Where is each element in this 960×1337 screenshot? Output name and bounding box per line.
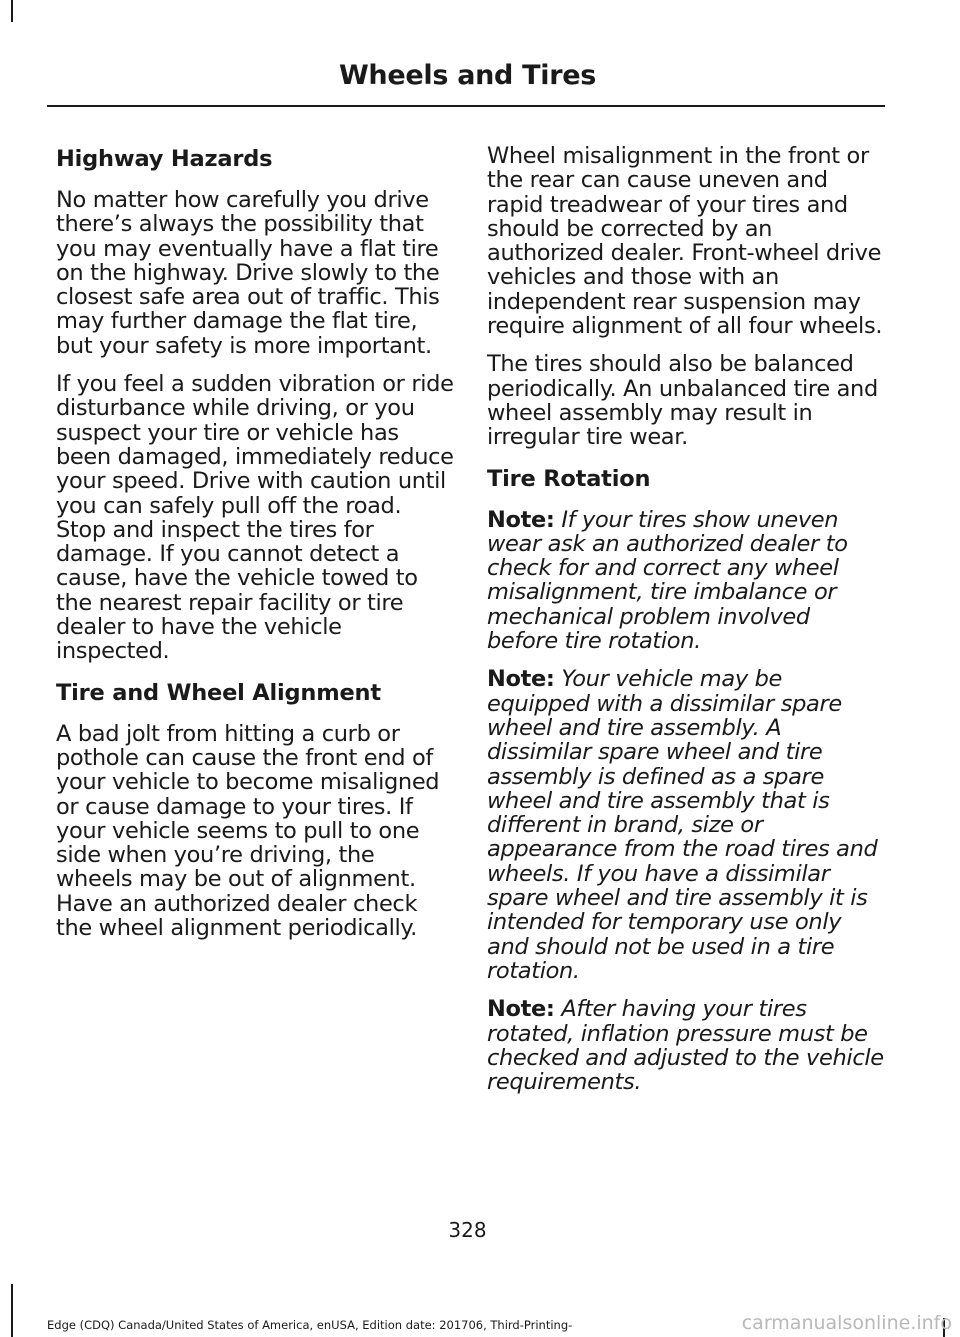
section-heading-tire-rotation: Tire Rotation — [487, 465, 651, 492]
watermark: carmanualsonline.info — [741, 1312, 952, 1334]
paragraph: Wheel misalignment in the front or the rear can cause uneven and rapid treadwear of your tires and should be corrected by an authorized dealer. Front-wheel drive vehicles and those with an independent rear suspension may require alignment of all four wheels. — [487, 143, 883, 340]
note — [487, 997, 887, 1094]
note-label: Note: — [487, 996, 555, 1023]
note-label: Note: — [487, 666, 555, 693]
page-number: 328 — [448, 1218, 487, 1242]
left-column — [56, 144, 456, 954]
note-label: Note: — [487, 506, 555, 533]
footer-edition-info: Edge (CDQ) Canada/United States of America, enUSA, Edition date: 201706, Third-Printing- — [47, 1318, 573, 1332]
note-text: If your tires show uneven wear ask an authorized dealer to check for and correct any wheel misalignment, tire imbalance or mechanical problem involved before tire rotation. — [487, 506, 848, 655]
crop-mark-top-left — [11, 0, 13, 22]
paragraph: No matter how carefully you drive there’s always the possibility that you may eventually have a flat tire on the highway. Drive slowly to the closest safe area out of traffic. This may further damage the flat tire, but your safety is more important. — [56, 187, 440, 359]
header-divider — [47, 105, 885, 107]
page-header-title: Wheels and Tires — [338, 60, 597, 91]
note-text: After having your tires rotated, inflation pressure must be checked and adjusted to the vehicle requirements. — [487, 996, 884, 1096]
crop-mark-bottom-left — [11, 1284, 13, 1337]
section-heading-highway-hazards: Highway Hazards — [56, 146, 273, 172]
note — [487, 508, 887, 654]
paragraph: A bad jolt from hitting a curb or pothole can cause the front end of your vehicle to become misaligned or cause damage to your tires. If your vehicle seems to pull to one side when you’re driving, the wheels may be out of alignment. Have an authorized dealer check the wheel alignment periodically. — [56, 720, 440, 942]
note — [487, 667, 887, 983]
paragraph: The tires should also be balanced periodically. An unbalanced tire and wheel assembly may result in irregular tire wear. — [487, 351, 878, 451]
right-column — [487, 144, 887, 1108]
paragraph: If you feel a sudden vibration or ride disturbance while driving, or you suspect your tire or vehicle has been damaged, immediately reduce your speed. Drive with caution until you can safely pull off the road. Stop and inspect the tires for damage. If you cannot detect a cause, have the vehicle towed to the nearest repair facility or tire dealer to have the vehicle inspected. — [56, 371, 454, 665]
note-text: Your vehicle may be equipped with a dissimilar spare wheel and tire assembly. A dissimilar spare wheel and tire assembly is defined as a spare wheel and tire assembly that is different in brand, size or appearance from the road tires and wheels. If you have a dissimilar spare wheel and tire assembly it is intended for temporary use only and should not be used in a tire rotation. — [487, 666, 878, 984]
section-heading-tire-wheel-alignment: Tire and Wheel Alignment — [56, 679, 381, 706]
